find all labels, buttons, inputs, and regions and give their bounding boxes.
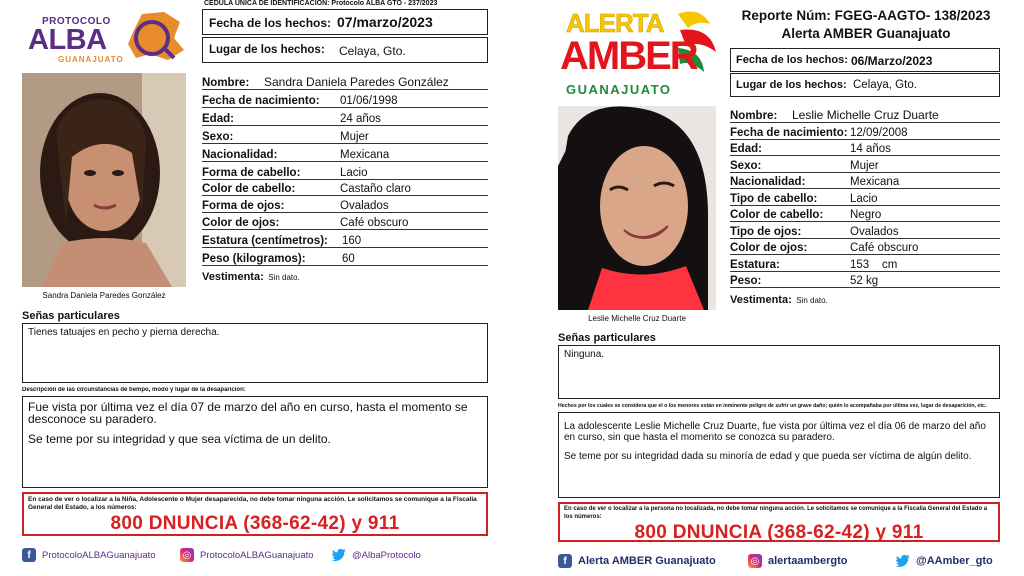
- amber-subtitle: Alerta AMBER Guanajuato: [781, 26, 951, 41]
- alba-photo-caption: Sandra Daniela Paredes González: [42, 291, 166, 300]
- alba-logo-state: GUANAJUATO: [58, 55, 124, 64]
- amber-circ-label: Hechos por los cuales se considera que el o los menores están en inminente peligro de sufrir un grave daño; quién lo acompañaba por última vez, lugar de desaparición, etc.: [558, 403, 987, 409]
- amber-logo: [560, 6, 720, 98]
- amber-photo-caption: Leslie Michelle Cruz Duarte: [588, 314, 686, 323]
- amber-social-twitter[interactable]: [896, 554, 993, 568]
- amber-field-row: Peso: 52 kg: [730, 272, 1000, 288]
- alba-circ-box: [22, 396, 488, 488]
- amber-field-row: Tipo de cabello: Lacio: [730, 190, 1000, 206]
- amber-field-row: Edad: 14 años: [730, 140, 1000, 156]
- alba-senas-label: Señas particulares: [22, 310, 120, 322]
- alba-instagram-handle: ProtocoloALBAGuanajuato: [200, 549, 314, 561]
- twitter-icon: [896, 554, 910, 568]
- alba-logo: [24, 8, 189, 66]
- alba-fecha-label: Fecha de los hechos:: [209, 16, 332, 30]
- alba-field-row: Fecha de nacimiento: 01/06/1998: [202, 92, 488, 108]
- amber-social-facebook[interactable]: [558, 554, 716, 568]
- amber-field-row: Tipo de ojos: Ovalados: [730, 223, 1000, 239]
- amber-field-row: Nacionalidad: Mexicana: [730, 173, 1000, 189]
- amber-photo-graphic: [558, 106, 716, 310]
- amber-lugar-box: [730, 73, 1000, 97]
- alba-senas-value: Tienes tatuajes en pecho y pierna derecha.: [28, 327, 220, 338]
- alba-lugar-box: [202, 37, 488, 63]
- amber-contact-note: En caso de ver o localizar a la persona no localizada, no debe tomar ninguna acción. Le solicitamos se comunique a la Fiscalía General del Estado a los números:: [564, 506, 988, 520]
- twitter-icon: [332, 548, 346, 562]
- amber-field-row: Estatura: 153 cm: [730, 256, 1000, 272]
- amber-senas-value: Ninguna.: [564, 349, 605, 360]
- amber-vestimenta-value: Sin dato.: [796, 296, 828, 305]
- amber-field-row: Nombre: Leslie Michelle Cruz Duarte: [730, 107, 1000, 123]
- amber-fecha-box: [730, 48, 1000, 72]
- amber-lugar-label: Lugar de los hechos:: [736, 79, 847, 91]
- alba-logo-alba: ALBA: [28, 24, 107, 56]
- alba-field-row: Edad: 24 años: [202, 110, 488, 126]
- alba-field-row: Estatura (centímetros): 160: [202, 232, 488, 248]
- amber-field-row: Fecha de nacimiento: 12/09/2008: [730, 124, 1000, 140]
- alba-circ-p2: Se teme por su integridad y que sea víctima de un delito.: [28, 432, 331, 446]
- facebook-icon: f: [558, 554, 572, 568]
- alba-field-row: Nacionalidad: Mexicana: [202, 146, 488, 162]
- alba-logo-protocolo: PROTOCOLO: [42, 16, 111, 27]
- alba-field-row: Forma de cabello: Lacio: [202, 164, 488, 180]
- amber-field-row: Color de ojos: Café obscuro: [730, 239, 1000, 255]
- amber-card: [536, 0, 1024, 576]
- alba-vestimenta-value: Sin dato.: [268, 273, 300, 282]
- alba-field-row: Nombre: Sandra Daniela Paredes González: [202, 74, 488, 90]
- instagram-icon: ◎: [180, 548, 194, 562]
- alba-twitter-handle: @AlbaProtocolo: [352, 549, 421, 561]
- alba-contact-note: En caso de ver o localizar a la Niña, Adolescente o Mujer desaparecida, no debe tomar ninguna acción. Le solicitamos se comunique a la Fiscalía General del Estado, a los números:: [28, 496, 477, 511]
- amber-lugar-value: Celaya, Gto.: [853, 79, 917, 91]
- alba-facebook-handle: ProtocoloALBAGuanajuato: [42, 549, 156, 561]
- amber-logo-alerta: ALERTA: [566, 8, 664, 38]
- amber-social-instagram[interactable]: [748, 554, 847, 568]
- amber-senas-label: Señas particulares: [558, 332, 656, 344]
- amber-circ-p1: La adolescente Leslie Michelle Cruz Duarte, fue vista por última vez el día 06 de marzo del año en curso, sin que hasta el momento se conozca su paradero.: [564, 421, 986, 443]
- alba-cedula: CEDULA ÚNICA DE IDENTIFICACIÓN: Protocolo ALBA GTO - 237/2023: [204, 0, 438, 7]
- alba-social-twitter[interactable]: [332, 548, 421, 562]
- alba-vestimenta: [202, 267, 300, 285]
- alba-fecha-value: 07/marzo/2023: [337, 14, 433, 30]
- instagram-icon: ◎: [748, 554, 762, 568]
- amber-circ-p2: Se teme por su integridad dada su minoría de edad y que pueda ser víctima de algún delito.: [564, 451, 972, 462]
- alba-social-facebook[interactable]: [22, 548, 156, 562]
- amber-vestimenta: [730, 290, 828, 308]
- facebook-icon: f: [22, 548, 36, 562]
- amber-contact-box: [558, 502, 1000, 542]
- amber-senas-box: [558, 345, 1000, 399]
- alba-lugar-label: Lugar de los hechos:: [209, 44, 325, 56]
- alba-vestimenta-label: Vestimenta:: [202, 271, 264, 283]
- alba-social-instagram[interactable]: [180, 548, 314, 562]
- alba-field-row: Color de ojos: Café obscuro: [202, 214, 488, 230]
- amber-fecha-label: Fecha de los hechos:: [736, 54, 848, 66]
- amber-facebook-handle: Alerta AMBER Guanajuato: [578, 555, 716, 567]
- alba-circ-p1: Fue vista por última vez el día 07 de marzo del año en curso, hasta el momento se desconoce su paradero.: [28, 400, 468, 426]
- alba-senas-box: [22, 323, 488, 383]
- alba-field-row: Forma de ojos: Ovalados: [202, 197, 488, 213]
- amber-logo-state: GUANAJUATO: [566, 82, 672, 97]
- alba-circ-label: Descripción de las circunstancias de tiempo, modo y lugar de la desaparición:: [22, 387, 246, 393]
- amber-reporte: Reporte Núm: FGEG-AAGTO- 138/2023: [741, 8, 991, 23]
- amber-field-row: Color de cabello: Negro: [730, 206, 1000, 222]
- amber-logo-amber: AMBER: [560, 34, 697, 78]
- amber-instagram-handle: alertaambergto: [768, 555, 848, 567]
- alba-photo-graphic: [22, 73, 186, 287]
- amber-circ-box: [558, 412, 1000, 498]
- page-gap: [512, 0, 536, 576]
- alba-contact-box: [22, 492, 488, 536]
- amber-field-row: Sexo: Mujer: [730, 157, 1000, 173]
- alba-fecha-box: [202, 9, 488, 35]
- alba-photo: [22, 73, 186, 287]
- alba-field-row: Sexo: Mujer: [202, 128, 488, 144]
- alba-field-row: Color de cabello: Castaño claro: [202, 180, 488, 196]
- alba-field-row: Peso (kilogramos): 60: [202, 250, 488, 266]
- amber-twitter-handle: @AAmber_gto: [916, 555, 993, 567]
- amber-photo: [558, 106, 716, 310]
- alba-phone[interactable]: 800 DNUNCIA (368-62-42) y 911: [110, 513, 400, 534]
- amber-fecha-value: 06/Marzo/2023: [851, 54, 933, 68]
- amber-phone[interactable]: 800 DNUNCIA (368-62-42) y 911: [634, 522, 924, 543]
- amber-vestimenta-label: Vestimenta:: [730, 294, 792, 306]
- alba-lugar-value: Celaya, Gto.: [339, 44, 406, 58]
